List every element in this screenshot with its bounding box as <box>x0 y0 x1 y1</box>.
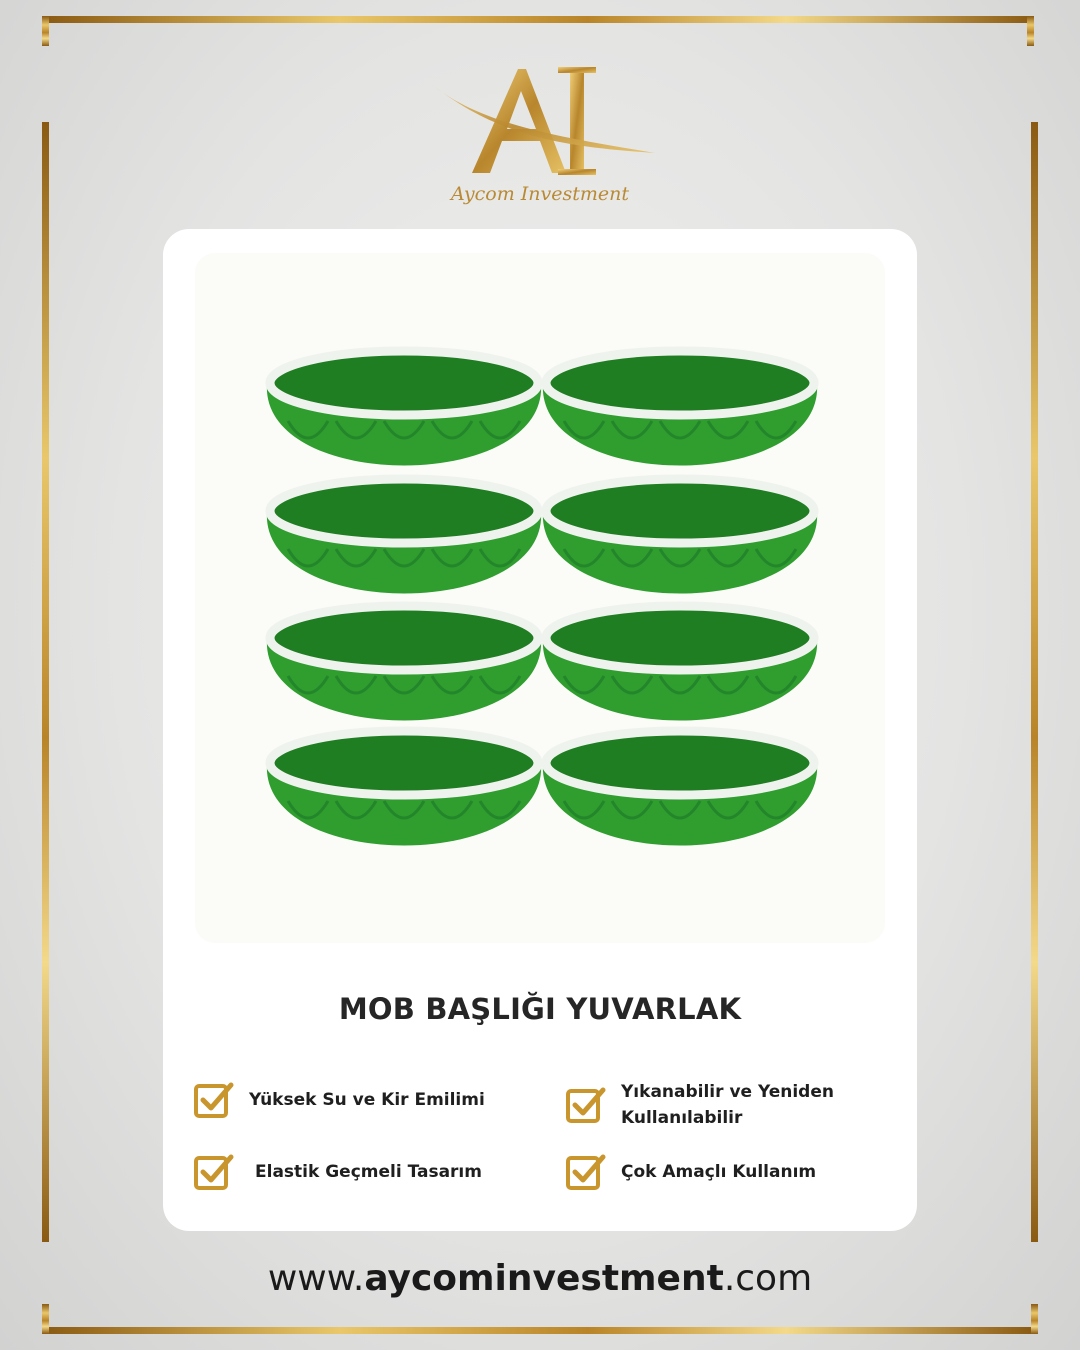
product-title: MOB BAŞLIĞI YUVARLAK <box>338 992 742 1026</box>
checkbox-check-icon <box>565 1084 607 1126</box>
feature-text: Yüksek Su ve Kir Emilimi <box>249 1090 485 1110</box>
feature-text: Elastik Geçmeli Tasarım <box>255 1162 482 1182</box>
frame-bottom-right-tick <box>1031 1304 1038 1334</box>
feature-item-4 <box>565 1151 816 1193</box>
frame-top-left-tick <box>42 16 49 46</box>
mop-head <box>267 351 541 466</box>
checkbox-check-icon <box>193 1151 235 1193</box>
mop-head <box>543 731 817 846</box>
frame-left-bar <box>42 122 49 1242</box>
mop-head <box>267 479 541 594</box>
mop-head <box>543 606 817 721</box>
feature-text: Çok Amaçlı Kullanım <box>621 1162 817 1182</box>
feature-text: Yıkanabilir ve Yeniden Kullanılabilir <box>621 1082 834 1128</box>
frame-bottom-bar <box>42 1327 1034 1334</box>
product-card <box>163 229 917 1231</box>
url-suffix: .com <box>723 1258 813 1299</box>
frame-bottom-left-tick <box>42 1304 49 1334</box>
url-domain: aycominvestment <box>364 1258 724 1299</box>
mop-head <box>543 351 817 466</box>
frame-top-bar <box>42 16 1034 23</box>
product-image <box>195 253 885 943</box>
feature-item-3 <box>193 1151 482 1193</box>
mop-head <box>267 731 541 846</box>
checkbox-check-icon <box>565 1151 607 1193</box>
feature-item-2 <box>565 1079 851 1131</box>
feature-item-1 <box>193 1079 485 1121</box>
checkbox-check-icon <box>193 1079 235 1121</box>
frame-right-bar <box>1031 122 1038 1242</box>
mop-head <box>267 606 541 721</box>
mop-head <box>543 479 817 594</box>
website-url[interactable] <box>0 1258 1080 1299</box>
frame-top-right-tick <box>1027 16 1034 46</box>
url-prefix: www. <box>267 1258 365 1299</box>
brand-name: Aycom Investment <box>450 183 630 205</box>
